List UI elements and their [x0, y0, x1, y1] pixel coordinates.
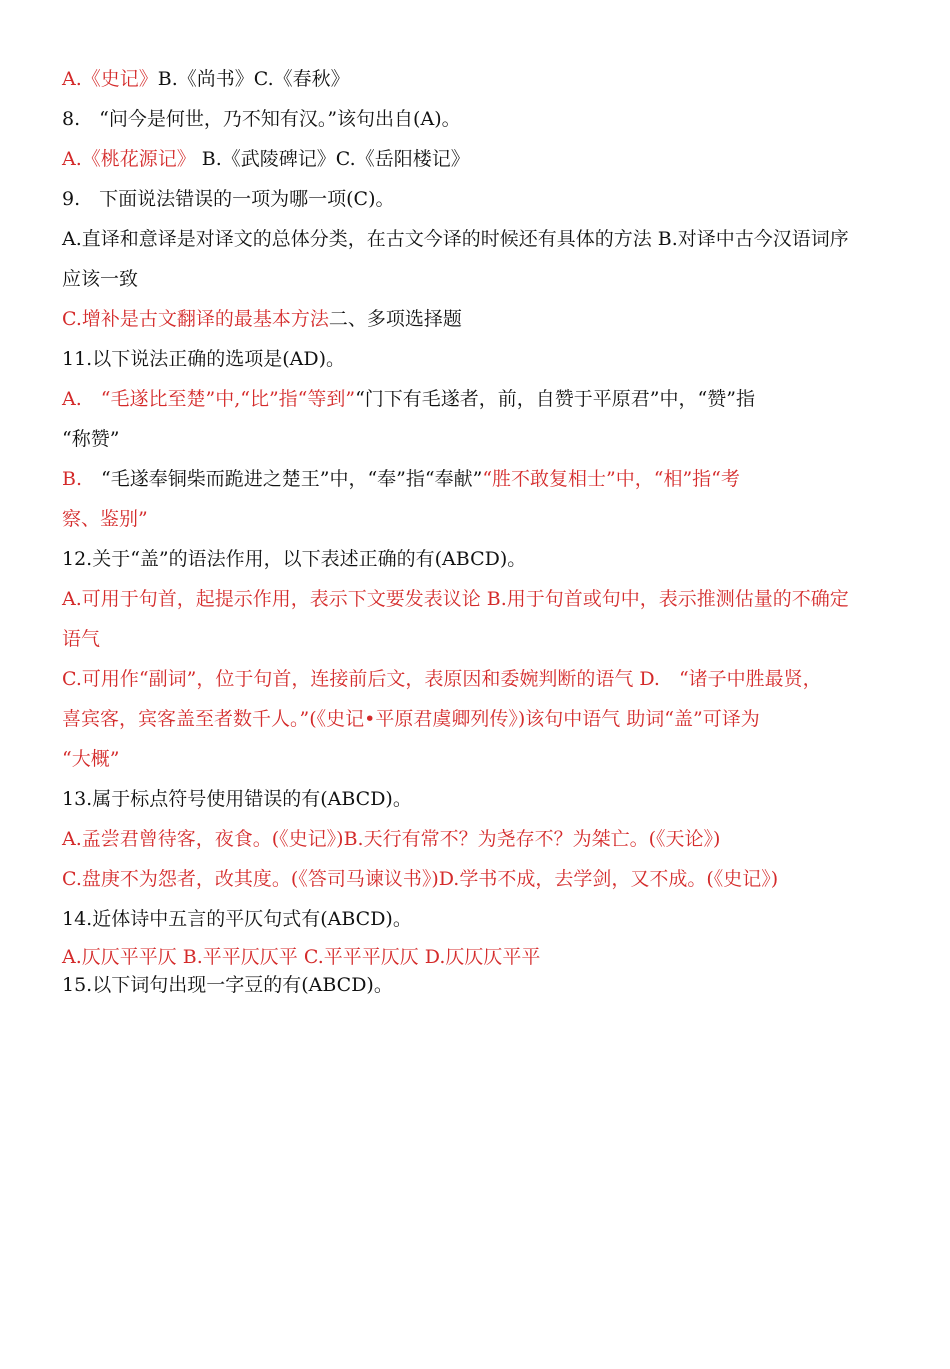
answer-option: A.《桃花源记》 — [62, 148, 196, 170]
option-line-q9-c — [62, 306, 462, 332]
option-text: B.《尚书》C.《春秋》 — [157, 68, 350, 90]
answer-option: A. “毛遂比至楚”中,“比”指“等到” — [62, 388, 356, 410]
answer-option: 喜宾客，宾客盖至者数千人。”(《史记•平原君虞卿列传》)该句中语气 助词“盖”可译为 — [62, 708, 760, 730]
question-text: 9. 下面说法错误的一项为哪一项(C)。 — [62, 188, 395, 210]
question-11 — [62, 346, 345, 372]
option-line-q12-d-cont — [62, 706, 760, 732]
answer-option: C.盘庚不为怨者，改其度。(《答司马谏议书》)D.学书不成，去学剑，又不成。(《史记》) — [62, 868, 779, 890]
option-line-q9-a — [62, 226, 849, 252]
answer-option-label: B. — [62, 468, 83, 490]
answer-option: 语气 — [62, 628, 101, 650]
option-line-q14 — [62, 944, 540, 970]
option-line-q11-b-cont — [62, 506, 148, 532]
option-text: B.《武陵碑记》C.《岳阳楼记》 — [195, 148, 470, 170]
option-line-q11-a — [62, 386, 755, 412]
answer-option: C.可用作“副词”，位于句首，连接前后文，表原因和委婉判断的语气 D. “诸子中胜最贤， — [62, 668, 822, 690]
option-text: 应该一致 — [62, 268, 139, 290]
question-14 — [62, 906, 412, 932]
option-text: A.直译和意译是对译文的总体分类，在古文今译的时候还有具体的方法 B.对译中古今汉语词序 — [62, 228, 849, 250]
answer-option: A.《史记》 — [62, 68, 158, 90]
question-8 — [62, 106, 461, 132]
option-text: “门下有毛遂者，前，自赞于平原君”中，“赞”指 — [355, 388, 755, 410]
question-text: 15.以下词句出现一字豆的有(ABCD)。 — [62, 974, 393, 996]
question-9 — [62, 186, 395, 212]
question-text: 8. “问今是何世，乃不知有汉。”该句出自(A)。 — [62, 108, 461, 130]
section-heading: 二、多项选择题 — [328, 308, 462, 330]
option-line-q11-a-cont — [62, 426, 119, 452]
question-15 — [62, 972, 393, 998]
option-line-q13-cd — [62, 866, 778, 892]
question-text: 11.以下说法正确的选项是(AD)。 — [62, 348, 345, 370]
answer-option: A.仄仄平平仄 B.平平仄仄平 C.平平平仄仄 D.仄仄仄平平 — [62, 946, 541, 968]
option-line-q13-ab — [62, 826, 720, 852]
option-line-q12-ab — [62, 586, 849, 612]
option-line-q7 — [62, 66, 350, 92]
option-line-q9-b-cont — [62, 266, 138, 292]
option-text: “毛遂奉铜柴而跪进之楚王”中，“奉”指“奉献” — [82, 468, 483, 490]
option-line-q12-cd — [62, 666, 822, 692]
answer-option: C.增补是古文翻译的最基本方法 — [62, 308, 329, 330]
question-12 — [62, 546, 526, 572]
question-text: 14.近体诗中五言的平仄句式有(ABCD)。 — [62, 908, 412, 930]
question-text: 12.关于“盖”的语法作用，以下表述正确的有(ABCD)。 — [62, 548, 527, 570]
question-text: 13.属于标点符号使用错误的有(ABCD)。 — [62, 788, 412, 810]
question-13 — [62, 786, 412, 812]
option-line-q8 — [62, 146, 470, 172]
answer-option: A.孟尝君曾待客，夜食。(《史记》)B.天行有常不？为尧存不？为桀亡。(《天论》) — [62, 828, 721, 850]
option-line-q12-ab-cont — [62, 626, 100, 652]
answer-option: “胜不敢复相士”中，“相”指“考 — [482, 468, 740, 490]
answer-option: A.可用于句首，起提示作用，表示下文要发表议论 B.用于句首或句中，表示推测估量的不确定 — [62, 588, 849, 610]
option-line-q11-b — [62, 466, 740, 492]
answer-option: 察、鉴别” — [62, 508, 148, 530]
option-line-q12-d-cont2 — [62, 746, 119, 772]
option-text: “称赞” — [62, 428, 120, 450]
answer-option: “大概” — [62, 748, 120, 770]
